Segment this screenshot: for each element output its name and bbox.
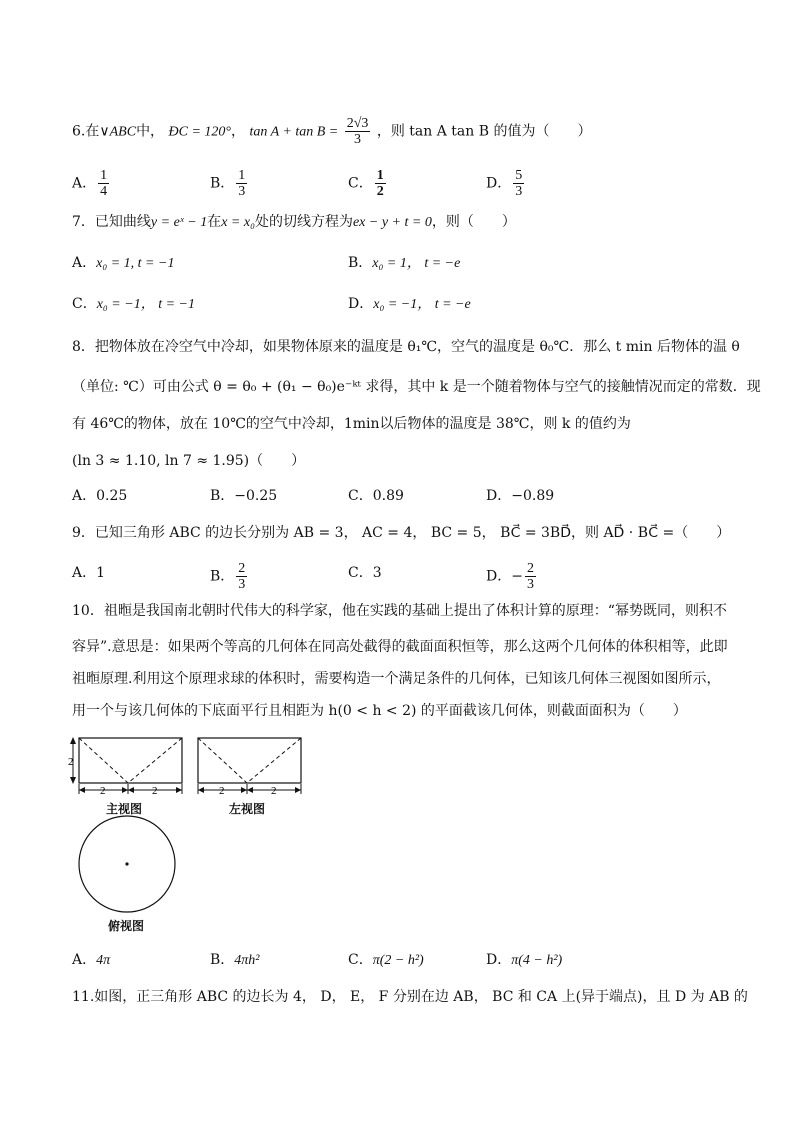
q8-line-4: (ln 3 ≈ 1.10, ln 7 ≈ 1.95)（ ） (72, 453, 306, 469)
q6-option-d[interactable]: D． $\frac{5}{3}$ (486, 168, 523, 199)
q10-line-4: 用一个与该几何体的下底面平行且相距为 h(0 < h < 2) 的平面截该几何体，则截面面积为（ ） (72, 703, 687, 719)
q7-option-a[interactable]: A．x₀ = 1, t = −1 (72, 255, 175, 271)
side-view-caption: 左视图 (229, 802, 266, 816)
q7-stem: 7．已知曲线y = eˣ − 1在x = x₀处的切线方程为ex − y + t = 0，则（ ） (72, 214, 516, 230)
q10-options (72, 948, 722, 972)
q11-line-1: 11.如图，正三角形 ABC 的边长为 4， D， E， F 分别在边 AB， BC 和 CA 上(异于端点)，且 D 为 AB 的 (72, 989, 748, 1005)
q7-option-d[interactable]: D．x₀ = −1， t = −e (348, 296, 471, 312)
q8-option-b[interactable]: B．−0.25 (210, 488, 278, 504)
q7-option-b[interactable]: B．x₀ = 1， t = −e (348, 255, 461, 271)
q10-line-2: 容异”.意思是：如果两个等高的几何体在同高处截得的截面面积恒等，那么这两个几何体的体积相等，此即 (72, 639, 728, 655)
q10-line-1: 10．祖暅是我国南北朝时代伟大的科学家，他在实践的基础上提出了体积计算的原理：“幂势既同，则积不 (72, 603, 727, 619)
q9-options (72, 561, 722, 592)
side-view-diagram (198, 738, 301, 797)
three-view-figure (66, 734, 306, 934)
q6-stem: 6.在∨ABC中， ÐC = 120°， tan A + tan B = $\frac{2√3}{3}$ ，则 tan A tan B 的值为（ ） (72, 116, 592, 147)
q10-option-a[interactable]: A．4π (72, 952, 111, 968)
q10-line-3: 祖暅原理.利用这个原理求球的体积时，需要构造一个满足条件的几何体，已知该几何体三视图如图所示， (72, 671, 721, 687)
q8-option-a[interactable]: A．0.25 (72, 488, 128, 504)
q6-option-a[interactable]: A． $\frac{1}{4}$ (72, 168, 108, 199)
q9-option-c[interactable]: C．3 (348, 565, 382, 581)
front-view-diagram (68, 737, 182, 797)
q8-options (72, 484, 722, 508)
top-view-diagram (79, 816, 175, 912)
q8-option-d[interactable]: D．−0.89 (486, 488, 555, 504)
q8-line-1: 8．把物体放在冷空气中冷却，如果物体原来的温度是 θ₁℃，空气的温度是 θ₀℃．那么 t min 后物体的温 θ (72, 339, 740, 355)
q9-option-a[interactable]: A．1 (72, 565, 106, 581)
q6-option-b[interactable]: B． $\frac{1}{3}$ (210, 168, 246, 199)
q8-line-3: 有 46℃的物体，放在 10℃的空气中冷却，1min以后物体的温度是 38℃，则 k 的值约为 (72, 416, 631, 432)
front-view-caption: 主视图 (106, 802, 143, 816)
q6-fraction: $\frac{2√3}{3}$ (346, 116, 369, 147)
front-right-width-label: 2 (152, 785, 158, 797)
side-left-width-label: 2 (219, 785, 225, 797)
q10-option-c[interactable]: C．π(2 − h²) (348, 952, 424, 968)
front-left-width-label: 2 (100, 785, 106, 797)
q7-options-row1 (72, 251, 722, 275)
top-view-caption: 俯视图 (108, 919, 145, 933)
q6-options (72, 168, 722, 199)
side-right-width-label: 2 (271, 785, 277, 797)
q9-stem: 9．已知三角形 ABC 的边长分别为 AB = 3， AC = 4， BC = 5， BC⃗ = 3BD⃗，则 AD⃗ · BC⃗ =（ ） (72, 525, 731, 541)
q9-option-d[interactable]: D．− $\frac{2}{3}$ (486, 561, 534, 592)
q10-option-b[interactable]: B．4πh² (210, 952, 260, 968)
q8-line-2: （单位: ℃）可由公式 θ = θ₀ + (θ₁ − θ₀)e⁻ᵏᵗ 求得，其中 k 是一个随着物体与空气的接触情况而定的常数．现 (72, 379, 761, 395)
q9-option-b[interactable]: B． $\frac{2}{3}$ (210, 561, 246, 592)
q7-options-row2 (72, 292, 722, 316)
q8-option-c[interactable]: C．0.89 (348, 488, 404, 504)
front-height-label: 2 (68, 756, 74, 768)
q10-option-d[interactable]: D．π(4 − h²) (486, 952, 563, 968)
q6-option-c[interactable]: C． $\frac{1}{2}$ (348, 168, 384, 199)
q7-option-c[interactable]: C．x₀ = −1， t = −1 (72, 296, 195, 312)
